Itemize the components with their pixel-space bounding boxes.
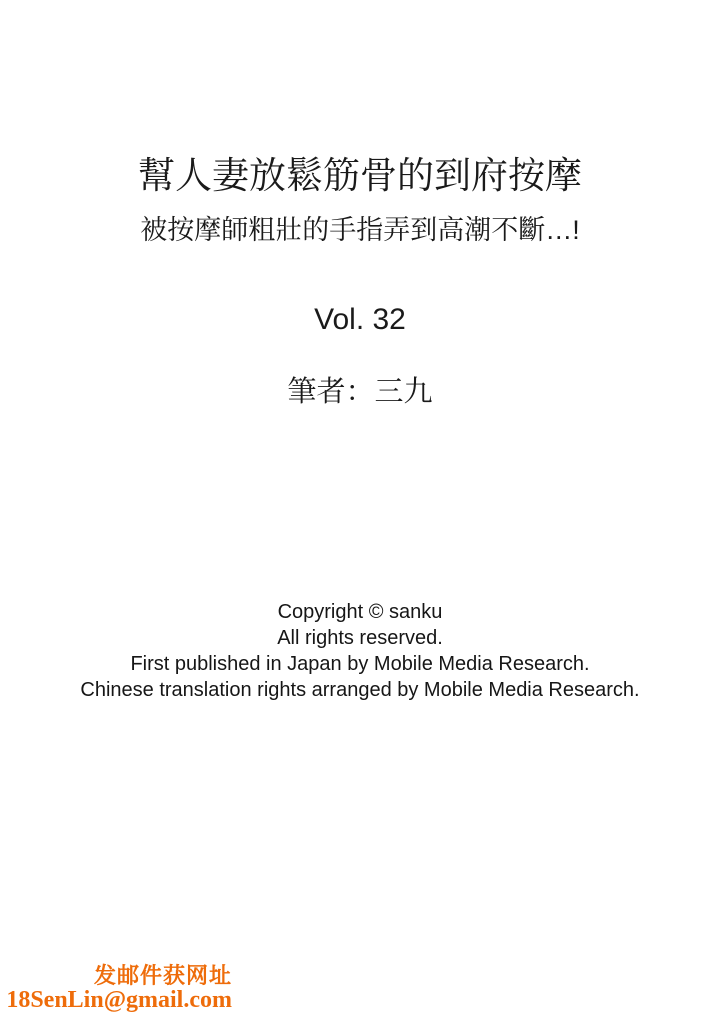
series-subtitle: 被按摩師粗壯的手指弄到高潮不斷…!	[140, 215, 580, 245]
volume-number: Vol. 32	[314, 303, 406, 336]
copyright-line-rights: All rights reserved.	[277, 627, 443, 649]
watermark-note: 发邮件获网址	[93, 963, 232, 988]
copyright-line-publisher: First published in Japan by Mobile Media Research.	[130, 653, 590, 675]
watermark-email: 18SenLin@gmail.com	[6, 987, 232, 1013]
copyright-line-holder: Copyright © sanku	[277, 601, 443, 623]
copyright-line-translation: Chinese translation rights arranged by Mobile Media Research.	[80, 679, 640, 701]
author-credit: 筆者：三九	[287, 376, 433, 408]
watermark	[2, 963, 232, 1013]
copyright-block	[0, 599, 720, 703]
series-title: 幫人妻放鬆筋骨的到府按摩	[138, 155, 582, 196]
